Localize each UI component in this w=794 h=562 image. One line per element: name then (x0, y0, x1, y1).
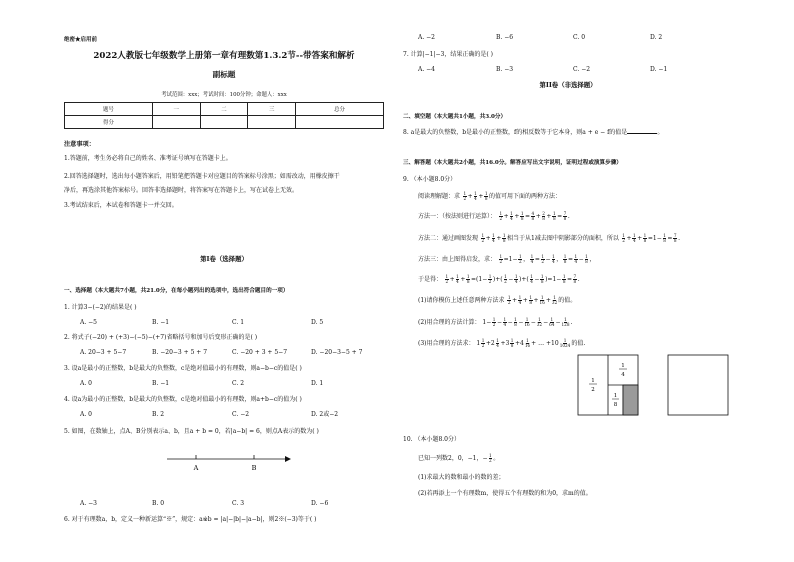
part1-heading: 第I卷（选择题） (200, 255, 248, 263)
q6-option-c: C. 0 (573, 34, 586, 41)
q9-method1-label: 方法一：（按法则进行运算）： (418, 213, 497, 221)
q9-method1-line: 方法一：（按法则进行运算）： $\frac{1}{2}$ + $\frac{1}{4}$ + $\frac{1}{8}$ = $\frac{4}{8}$ + $\frac{2}{8}$ + $\frac{1}{8}$ = $\frac{7}{8}$ . (418, 211, 570, 222)
point-a-label: A (193, 464, 199, 472)
q9-method3-label: 方法三：由上图得启发，求： (418, 256, 497, 264)
q7-option-d: D. −1 (650, 66, 668, 73)
question-2-stem: 2. 将式子(−20) + (+3)−(−5)−(+7)省略括号和加号后变形正确的是( ) (64, 334, 258, 341)
q9-part1-line: (1)请你模仿上述任意两种方法求 $\frac{1}{2}$ + $\frac{1}{4}$ + $\frac{1}{8}$ + $\frac{1}{16}$ + $\frac{1}{32}$ 的值。 (418, 295, 577, 306)
question-3-stem: 3. 设a是最小的正整数，b是最大的负整数，c是绝对值最小的有理数，则a−b−c的值是( ) (64, 365, 302, 372)
score-cell (248, 116, 296, 129)
answer-section-heading: 三、解答题（本大题共2小题，共16.0分。解答应写出文字说明，证明过程或演算步骤） (403, 160, 622, 166)
area-figure (578, 355, 728, 420)
q1-option-c: C. 1 (232, 319, 245, 326)
notes-heading: 注意事项： (64, 141, 95, 148)
note-item: 3.考试结束后，本试卷和答题卡一并交回。 (64, 202, 178, 209)
q10-part2: (2)若再添上一个有理数m，使得五个有理数的和为0，求m的值。 (418, 490, 592, 497)
q3-option-a: A. 0 (80, 380, 92, 387)
fill-section-heading: 二、填空题（本大题共1小题，共3.0分） (403, 114, 507, 120)
q5-option-d: D. −6 (311, 500, 329, 507)
note-item: 净后，再选涂其他答案标号。回答非选择题时，将答案写在答题卡上，写在试卷上无效。 (64, 187, 299, 194)
shaded-region (623, 385, 638, 415)
q4-option-b: B. 2 (152, 411, 165, 418)
q9-then-label: 于是得： (418, 276, 443, 284)
answer-blank (627, 133, 657, 134)
q3-option-b: B. −1 (152, 380, 170, 387)
score-table-header: 题号 (65, 103, 153, 116)
q2-option-b: B. −20−3 + 5 + 7 (152, 349, 208, 356)
score-cell (152, 116, 200, 129)
question-6-stem: 6. 对于有理数a，b，定义一种新运算“※”，规定：a※b = |a|−|b|−|a−b|，则2※(−3)等于( ) (64, 516, 317, 523)
question-8-text: 8. a是最大的负整数，b是最小的正整数，f的相反数等于它本身，则a + e − f的值是 (403, 129, 628, 136)
score-table-header: 三 (248, 103, 296, 116)
q1-option-b: B. −1 (152, 319, 170, 326)
q4-option-d: D. 2或−2 (311, 411, 339, 418)
q9-read-end: 的值可用下面的两种方法： (489, 193, 562, 201)
score-cell (200, 116, 248, 129)
q9-method2-label: 方法二：通过画图发现 (418, 235, 479, 243)
q1-option-d: D. 5 (311, 319, 324, 326)
q9-read-text: 阅读理解题：求 (418, 193, 461, 201)
q7-option-a: A. −4 (418, 66, 435, 73)
score-table (64, 102, 384, 129)
q4-option-a: A. 0 (80, 411, 92, 418)
q9-method2-end: 相当于从1减去图中阴影部分的面积，所以 (507, 235, 619, 243)
question-9-head: 9. （本小题8.0分） (403, 176, 457, 183)
exam-meta: 考试范围：xxx；考试时间：100分钟；命题人：xxx (161, 92, 287, 98)
question-10-head: 10. （本小题8.0分） (403, 436, 460, 443)
score-table-row (65, 116, 384, 129)
q5-option-a: A. −3 (80, 500, 97, 507)
q2-option-d: D. −20−3−5 + 7 (311, 349, 363, 356)
q10-part1: (1)求最大的数和最小的数的差； (418, 474, 505, 481)
q9-part3-text: (3)用合理的方法求： (418, 340, 475, 348)
score-table-header: 总分 (296, 103, 384, 116)
score-row-label: 得分 (65, 116, 153, 129)
q9-part2-line: (2)用合理的方法计算： 1− $\frac{1}{2}$ − $\frac{1}{4}$ − $\frac{1}{8}$ − $\frac{1}{16}$ − $\frac{1}{32}$ − $\frac{1}{64}$ − $\frac{1}{128}$ . (418, 317, 573, 328)
q3-option-c: C. 2 (232, 380, 245, 387)
blank-square (668, 355, 728, 415)
quarter-numerator: 1 (621, 363, 625, 369)
exam-subtitle: 副标题 (212, 70, 236, 79)
q9-part1-end: 的值。 (558, 297, 577, 305)
q1-option-a: A. −5 (80, 319, 97, 326)
score-cell (296, 116, 384, 129)
q4-option-c: C. −2 (232, 411, 250, 418)
number-line-arrow (285, 456, 291, 462)
choice-section-heading: 一、选择题（本大题共7小题，共21.0分，在每小题列出的选项中，选出符合题目的一项） (64, 288, 289, 294)
q6-option-b: B. −6 (496, 34, 514, 41)
secret-label: 绝密★启用前 (64, 37, 98, 43)
q5-option-b: B. 0 (152, 500, 165, 507)
question-7-stem: 7. 计算|−1|−3，结果正确的是( ) (403, 51, 493, 58)
note-item: 2.回答选择题时，选出每小题答案后，用铅笔把答题卡对应题目的答案标号涂黑；如需改动，用橡皮擦干 (64, 173, 340, 180)
score-table-header: 二 (200, 103, 248, 116)
q9-then-line: 于是得： $\frac{1}{2}$ + $\frac{1}{4}$ + $\frac{1}{8}$ =(1− $\frac{1}{2}$ )+( $\frac{1}{2}$ − $\frac{1}{4}$ )+( $\frac{1}{4}$ − $\frac{1}{8}$ )=1− $\frac{1}{8}$ = $\frac{7}{8}$ . (418, 274, 580, 285)
eighth-numerator: 1 (613, 393, 618, 399)
q5-option-c: C. 3 (232, 500, 245, 507)
q3-option-d: D. 1 (311, 380, 324, 387)
eighth-denominator: 8 (613, 402, 618, 408)
q9-read-line: 阅读理解题：求 $\frac{1}{2}$ + $\frac{1}{4}$ + $\frac{1}{8}$ 的值可用下面的两种方法： (418, 191, 562, 202)
q2-option-a: A. 20−3 + 5−7 (80, 349, 127, 356)
question-4-stem: 4. 设a为最小的正整数，b是最大的负整数，c是绝对值最小的有理数，则a+b−c的值为( ) (64, 396, 302, 403)
score-table-header-row (65, 103, 384, 116)
q6-option-a: A. −2 (418, 34, 435, 41)
q9-part3-line: (3)用合理的方法求： 1 $\frac{1}{2}$ +2 $\frac{1}{4}$ +3 $\frac{1}{8}$ +4 $\frac{1}{16}$ + … +10 $\frac{1}{1024}$ 的值. (418, 338, 586, 349)
part2-heading: 第II卷（非选择题） (539, 81, 597, 89)
q9-part1-text: (1)请你模仿上述任意两种方法求 (418, 297, 505, 305)
q9-part2-text: (2)用合理的方法计算： (418, 319, 481, 327)
q10-given-text: 已知一列数2，0，−1，− (418, 455, 488, 463)
quarter-denominator: 4 (621, 372, 625, 378)
number-line-figure (165, 447, 295, 477)
q9-method3-line: 方法三：由上图得启发，求： $\frac{1}{2}$ =1− $\frac{1}{2}$ ， $\frac{1}{4}$ = $\frac{1}{2}$ − $\frac{1}{4}$ ， $\frac{1}{8}$ = $\frac{1}{4}$ − $\frac{1}{8}$ ， (418, 254, 596, 265)
half-denominator: 2 (591, 387, 595, 393)
q10-given-end: 。 (493, 455, 500, 463)
q2-option-c: C. −20 + 3 + 5−7 (232, 349, 288, 356)
exam-title: 2022人教版七年级数学上册第一章有理数第1.3.2节--带答案和解析 (93, 51, 355, 61)
q6-option-d: D. 2 (650, 34, 663, 41)
q7-option-c: C. −2 (573, 66, 591, 73)
question-8 (403, 129, 663, 137)
q9-method2-line: 方法二：通过画图发现 $\frac{1}{2}$ + $\frac{1}{4}$ + $\frac{1}{8}$ 相当于从1减去图中阴影部分的面积，所以 $\frac{1}{2}$ + $\frac{1}{4}$ + $\frac{1}{8}$ =1− $\frac{1}{8}$ = $\frac{7}{8}$ . (418, 233, 681, 244)
question-8-end: 。 (657, 129, 664, 136)
question-5-stem: 5. 如图，在数轴上，点A、B分别表示a、b，且a + b = 0，若|a−b| = 6，则点A表示的数为( ) (64, 428, 319, 435)
point-b-label: B (251, 464, 257, 472)
q10-given-line: 已知一列数2，0，−1，− $\frac{1}{2}$ 。 (418, 453, 500, 464)
q7-option-b: B. −3 (496, 66, 514, 73)
score-table-header: 一 (152, 103, 200, 116)
half-numerator: 1 (591, 378, 595, 384)
note-item: 1.答题前，考生务必将自己的姓名、准考证号填写在答题卡上。 (64, 155, 232, 162)
question-1-stem: 1. 计算3−(−2)的结果是( ) (64, 304, 137, 311)
